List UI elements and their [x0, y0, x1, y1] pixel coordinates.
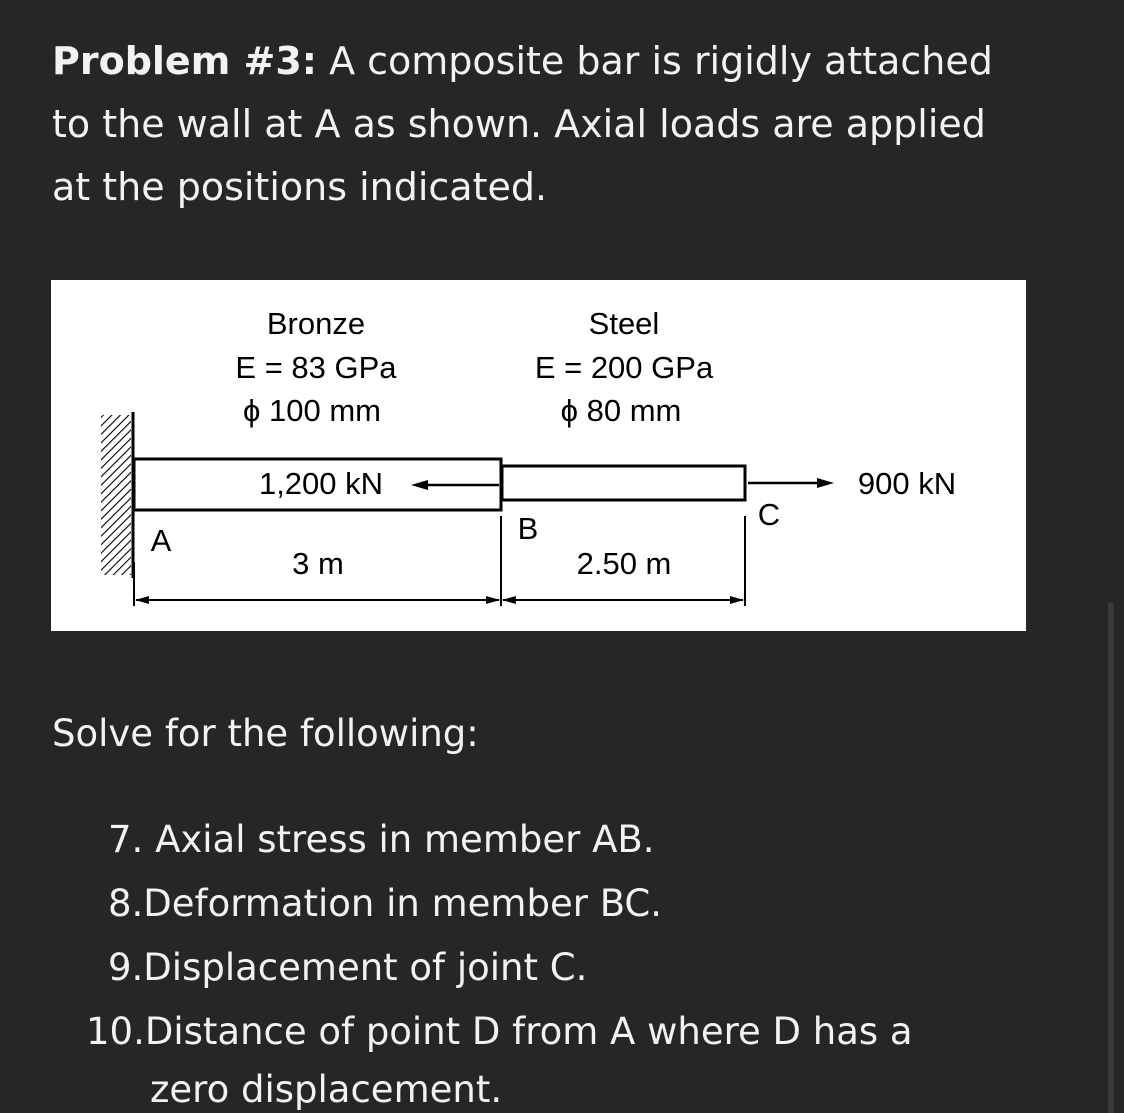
bronze-modulus: E = 83 GPa — [235, 350, 397, 385]
question-10-continued: zero displacement. — [150, 1068, 503, 1111]
point-c-label: C — [757, 497, 781, 532]
dim-arrow-b-right — [502, 596, 516, 604]
problem-line-1: A composite bar is rigidly attached — [317, 39, 993, 83]
dim-arrow-a — [135, 596, 149, 604]
point-b-label: B — [517, 511, 539, 546]
steel-length-label: 2.50 m — [576, 546, 672, 581]
point-a-label: A — [150, 523, 172, 558]
composite-bar-figure — [51, 280, 1026, 631]
bronze-length-label: 3 m — [292, 546, 344, 581]
bronze-diameter: ϕ 100 mm — [243, 393, 381, 428]
dim-arrow-b-left — [486, 596, 500, 604]
steel-modulus: E = 200 GPa — [534, 350, 714, 385]
problem-statement — [52, 30, 1062, 219]
load-c-label: 900 kN — [857, 466, 957, 501]
question-9: 9.Displacement of joint C. — [108, 946, 588, 989]
question-7: 7. Axial stress in member AB. — [108, 818, 655, 861]
dim-arrow-c — [730, 596, 744, 604]
question-8: 8.Deformation in member BC. — [108, 882, 663, 925]
question-10: 10.Distance of point D from A where D has a — [86, 1010, 913, 1053]
scrollbar[interactable] — [1108, 602, 1114, 1113]
load-c-arrowhead — [817, 478, 834, 488]
bronze-label: Bronze — [266, 306, 366, 341]
steel-diameter: ϕ 80 mm — [560, 393, 682, 428]
load-b-label: 1,200 kN — [258, 466, 384, 501]
solve-heading: Solve for the following: — [52, 712, 479, 755]
figure-svg — [51, 280, 1026, 631]
problem-label: Problem #3: — [52, 39, 317, 83]
wall-hatch — [101, 415, 131, 575]
problem-line-2: to the wall at A as shown. Axial loads are applied — [52, 102, 986, 146]
steel-bar — [502, 466, 745, 500]
problem-line-3: at the positions indicated. — [52, 165, 548, 209]
steel-label: Steel — [588, 306, 660, 341]
